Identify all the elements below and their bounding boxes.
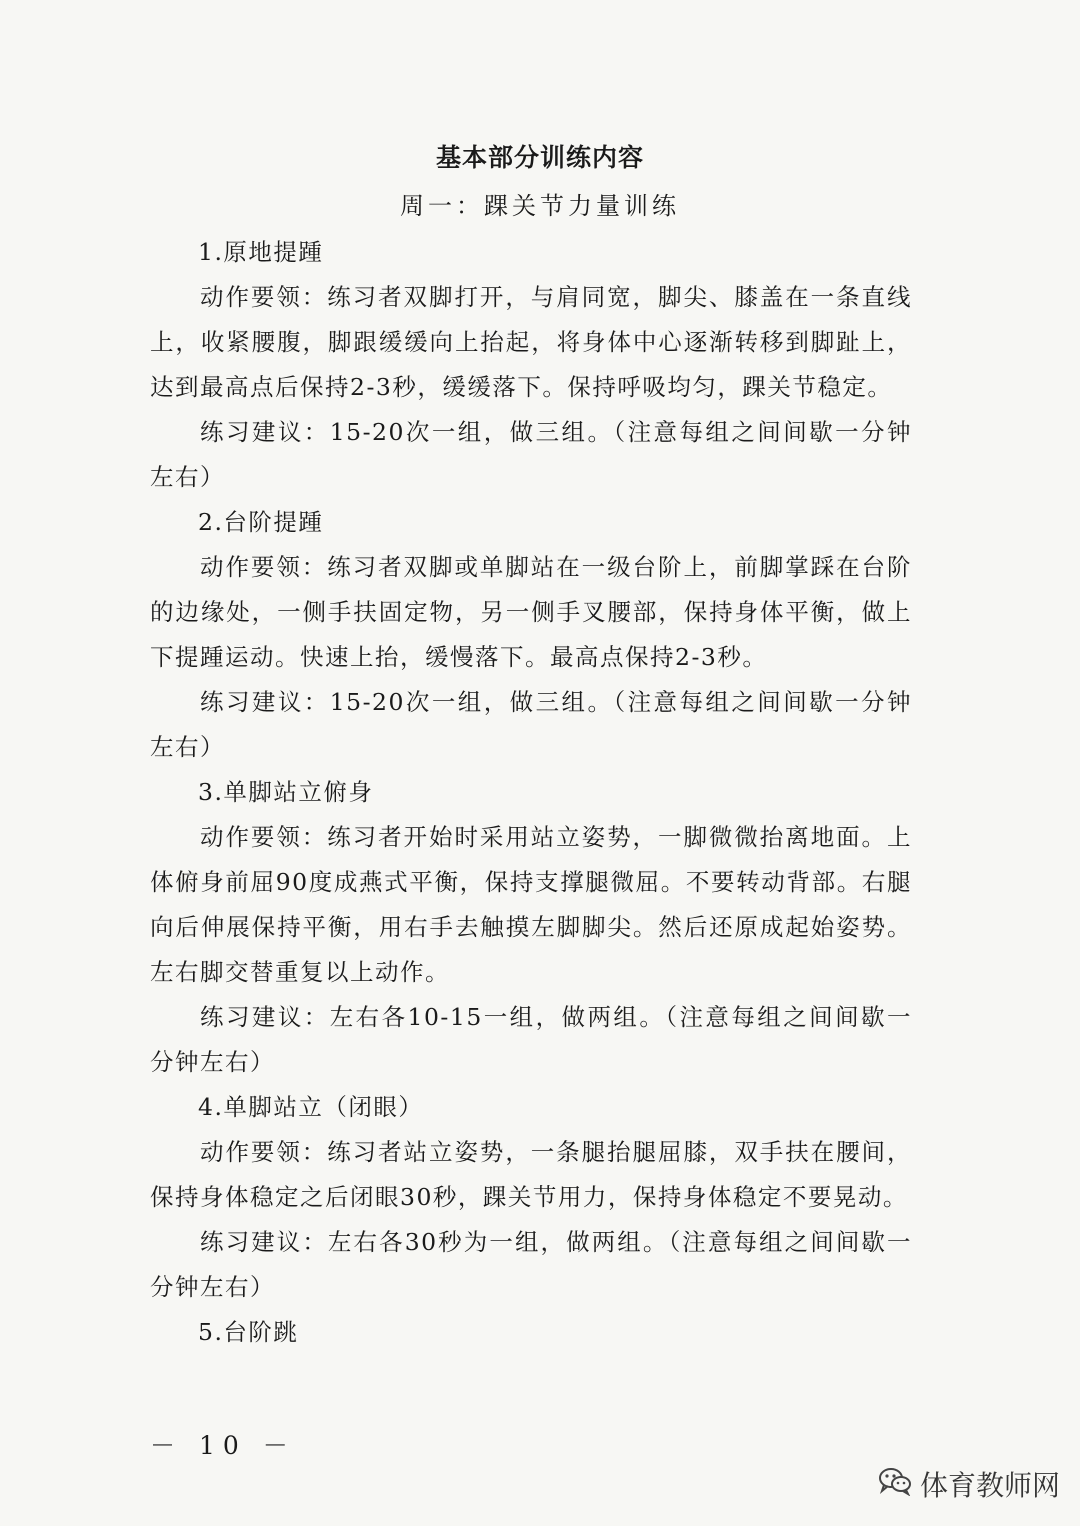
section-heading: 4.单脚站立（闭眼） <box>198 1093 424 1121</box>
section-essentials: 动作要领：练习者开始时采用站立姿势，一脚微微抬离地面。上体俯身前屈90度成燕式平衡，保持支撑腿微屈。不要转动背部。右腿向后伸展保持平衡，用右手去触摸左脚脚尖。然后还原成起始姿势。左右脚交替重复以上动作。 <box>150 823 912 986</box>
section-advice: 练习建议：左右各10-15一组，做两组。（注意每组之间间歇一分钟左右） <box>150 1003 912 1076</box>
section-essentials: 动作要领：练习者双脚打开，与肩同宽，脚尖、膝盖在一条直线上，收紧腰腹，脚跟缓缓向上抬起，将身体中心逐渐转移到脚趾上，达到最高点后保持2-3秒，缓缓落下。保持呼吸均匀，踝关节稳定。 <box>150 283 912 401</box>
watermark-text: 体育教师网 <box>920 1469 1061 1502</box>
section-advice: 练习建议：15-20次一组，做三组。（注意每组之间间歇一分钟左右） <box>150 418 912 491</box>
section-heading: 3.单脚站立俯身 <box>198 778 374 806</box>
section-advice: 练习建议：左右各30秒为一组，做两组。（注意每组之间间歇一分钟左右） <box>150 1228 912 1301</box>
wechat-icon <box>878 1466 912 1503</box>
section-advice: 练习建议：15-20次一组，做三组。（注意每组之间间歇一分钟左右） <box>150 688 912 761</box>
document-body <box>150 230 912 1355</box>
section-essentials: 动作要领：练习者双脚或单脚站在一级台阶上，前脚掌踩在台阶的边缘处，一侧手扶固定物，另一侧手叉腰部，保持身体平衡，做上下提踵运动。快速上抬，缓慢落下。最高点保持2-3秒。 <box>150 553 912 671</box>
section-heading: 5.台阶跳 <box>198 1318 299 1346</box>
section-heading: 1.原地提踵 <box>198 238 324 266</box>
watermark <box>878 1464 1060 1504</box>
page-subtitle: 周一：踝关节力量训练 <box>400 192 680 220</box>
section-heading: 2.台阶提踵 <box>198 508 324 536</box>
page-number: － 10 － <box>150 1431 296 1460</box>
page-title: 基本部分训练内容 <box>435 143 644 172</box>
section-essentials: 动作要领：练习者站立姿势，一条腿抬腿屈膝，双手扶在腰间，保持身体稳定之后闭眼30秒，踝关节用力，保持身体稳定不要晃动。 <box>150 1138 912 1211</box>
